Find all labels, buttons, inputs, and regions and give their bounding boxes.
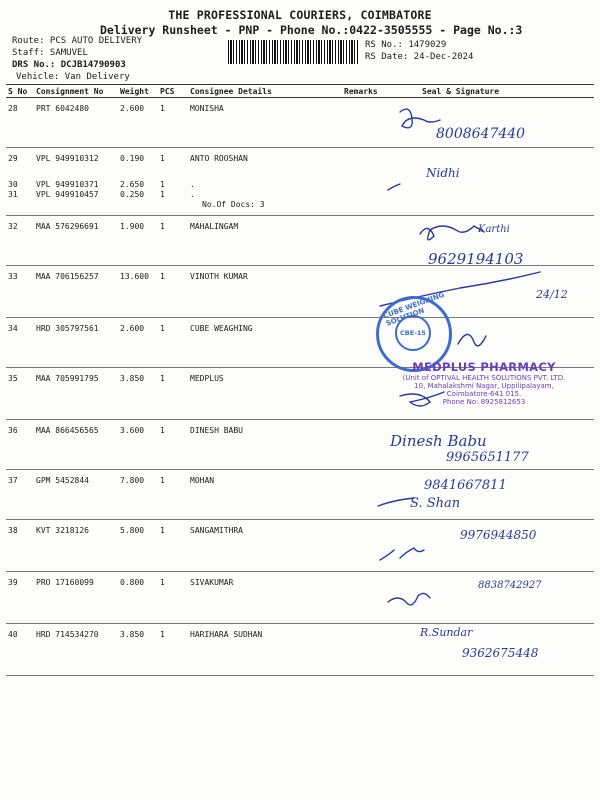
tick-29 <box>388 184 400 190</box>
row-consignment: HRD 714534270 <box>34 624 118 676</box>
row-pcs: 1 <box>158 470 188 520</box>
handwritten-phone-32: 9629194103 <box>428 250 524 268</box>
row-weight: 3.600 <box>118 420 158 470</box>
row-pcs: 1 <box>160 189 165 199</box>
stamp-inner-text: CBE-15 <box>395 315 431 351</box>
row-weight: 2.600 <box>118 98 158 148</box>
row-sno: 38 <box>6 520 34 572</box>
row-consignment: PRO 17160099 <box>34 572 118 624</box>
row-consignee: SIVAKUMAR <box>188 572 342 624</box>
row-sno: 28 <box>6 98 34 148</box>
row-consignee: . <box>190 189 195 199</box>
handwritten-phone-38: 9976944850 <box>460 528 537 542</box>
handwritten-name-32: Karthi <box>478 224 510 235</box>
row-sno: 35 <box>6 368 34 420</box>
row-weight: 3.850 <box>118 368 158 420</box>
handwritten-name-40: R.Sundar <box>420 626 473 639</box>
row-consignee: ANTO ROOSHAN <box>190 154 248 163</box>
row-consignment: KVT 3218126 <box>34 520 118 572</box>
col-consignee: Consignee Details <box>188 85 342 98</box>
row-weight: 0.190 <box>120 154 145 163</box>
signature-39 <box>388 593 430 604</box>
handwritten-phone-40: 9362675448 <box>462 646 539 660</box>
row-weight: 3.850 <box>118 624 158 676</box>
doc-count: No.Of Docs: 3 <box>202 199 265 209</box>
rs-number: RS No.: 1479029 <box>365 40 447 50</box>
row-consignee: CUBE WEAGHING <box>188 318 342 368</box>
signature-34 <box>458 334 486 345</box>
row-pcs: 1 <box>158 520 188 572</box>
row-weight: 5.800 <box>118 520 158 572</box>
rs-date: RS Date: 24-Dec-2024 <box>365 52 474 62</box>
row-sno: 32 <box>6 216 34 266</box>
col-signature: Seal & Signature <box>402 85 594 98</box>
row-weight: 13.600 <box>118 266 158 318</box>
row-pcs: 1 <box>160 154 165 163</box>
handwritten-phone-39: 8838742927 <box>478 580 542 591</box>
pharmacy-line2: 10, Mahalakshmi Nagar, Uppilipalayam, <box>414 382 554 390</box>
row-weight: 0.250 <box>120 189 145 199</box>
row-consignment: MAA 706156257 <box>34 266 118 318</box>
drs-number: DRS No.: DCJB14790903 <box>12 60 126 70</box>
row-sno: 29 <box>8 154 18 163</box>
staff-label: Staff: SAMUVEL <box>12 48 88 58</box>
row-weight: 2.600 <box>118 318 158 368</box>
row-consignee: HARIHARA SUDHAN <box>188 624 342 676</box>
col-weight: Weight <box>118 85 158 98</box>
handwritten-phone-28: 8008647440 <box>436 126 526 142</box>
row-consignee: SANGAMITHRA <box>188 520 342 572</box>
row-pcs: 1 <box>158 368 188 420</box>
row-weight: 2.650 <box>120 179 145 189</box>
row-sno: 33 <box>6 266 34 318</box>
vehicle-label: Vehicle: Van Delivery <box>16 72 130 82</box>
pharmacy-stamp <box>384 360 584 406</box>
pharmacy-line1: (Unit of OPTIVAL HEALTH SOLUTIONS PVT. LTD. <box>402 374 566 382</box>
row-consignee: DINESH BABU <box>188 420 342 470</box>
route-label: Route: PCS AUTO DELIVERY <box>12 36 143 46</box>
row-sno: 31 <box>8 189 18 199</box>
row-consignee: MOHAN <box>188 470 342 520</box>
row-sno: 36 <box>6 420 34 470</box>
row-sno: 39 <box>6 572 34 624</box>
row-consignment: MAA 576296691 <box>34 216 118 266</box>
row-weight: 0.800 <box>118 572 158 624</box>
col-consignment: Consignment No <box>34 85 118 98</box>
signature-28 <box>400 109 440 128</box>
row-pcs: 1 <box>158 266 188 318</box>
company-title: THE PROFESSIONAL COURIERS, COIMBATORE <box>168 8 432 22</box>
handwritten-phone-37: 9841667811 <box>424 478 507 493</box>
row-pcs: 1 <box>158 572 188 624</box>
col-sno: S No <box>6 85 34 98</box>
row-pcs: 1 <box>158 216 188 266</box>
row-consignee: . <box>190 179 195 189</box>
handwritten-name-29: Nidhi <box>426 166 460 180</box>
row-consignee: MEDPLUS <box>188 368 342 420</box>
row-consignee: VINOTH KUMAR <box>188 266 342 318</box>
pharmacy-name: MEDPLUS PHARMACY <box>412 360 556 374</box>
row-pcs: 1 <box>160 179 165 189</box>
row-weight: 7.800 <box>118 470 158 520</box>
row-consignment: MAA 866456565 <box>34 420 118 470</box>
row-sno: 40 <box>6 624 34 676</box>
row-pcs: 1 <box>158 420 188 470</box>
strike-37 <box>378 498 414 506</box>
handwritten-date-33: 24/12 <box>536 288 568 301</box>
row-pcs: 1 <box>158 318 188 368</box>
pharmacy-line3: Coimbatore-641 015. <box>446 390 522 398</box>
handwritten-phone-36: 9965651177 <box>446 450 529 465</box>
runsheet-heading: Delivery Runsheet - PNP - Phone No.:0422-3505555 - Page No.:3 <box>100 23 523 37</box>
handwritten-name-37: S. Shan <box>410 496 461 511</box>
row-consignee: MONISHA <box>188 98 342 148</box>
row-consignment: MAA 705991795 <box>34 368 118 420</box>
stamp-outer-text: CUBE WEIGHING SOLUTION <box>382 290 446 328</box>
row-consignment: VPL 949910457 <box>36 189 99 199</box>
row-consignment: PRT 6042480 <box>34 98 118 148</box>
signature-38 <box>380 548 424 560</box>
col-remarks: Remarks <box>342 85 402 98</box>
row-consignment: VPL 949910371 <box>36 179 99 189</box>
row-consignment: GPM 5452844 <box>34 470 118 520</box>
handwritten-name-36: Dinesh Babu <box>390 432 487 450</box>
row-sno: 34 <box>6 318 34 368</box>
col-pcs: PCS <box>158 85 188 98</box>
row-consignment: HRD 305797561 <box>34 318 118 368</box>
signature-32 <box>420 226 484 240</box>
pharmacy-line4: Phone No: 8925812653 <box>442 398 526 406</box>
row-weight: 1.900 <box>118 216 158 266</box>
row-pcs: 1 <box>158 98 188 148</box>
row-sno: 37 <box>6 470 34 520</box>
row-consignment: VPL 949910312 <box>36 154 99 163</box>
row-consignee: MAHALINGAM <box>188 216 342 266</box>
row-pcs: 1 <box>158 624 188 676</box>
row-sno: 30 <box>8 179 18 189</box>
